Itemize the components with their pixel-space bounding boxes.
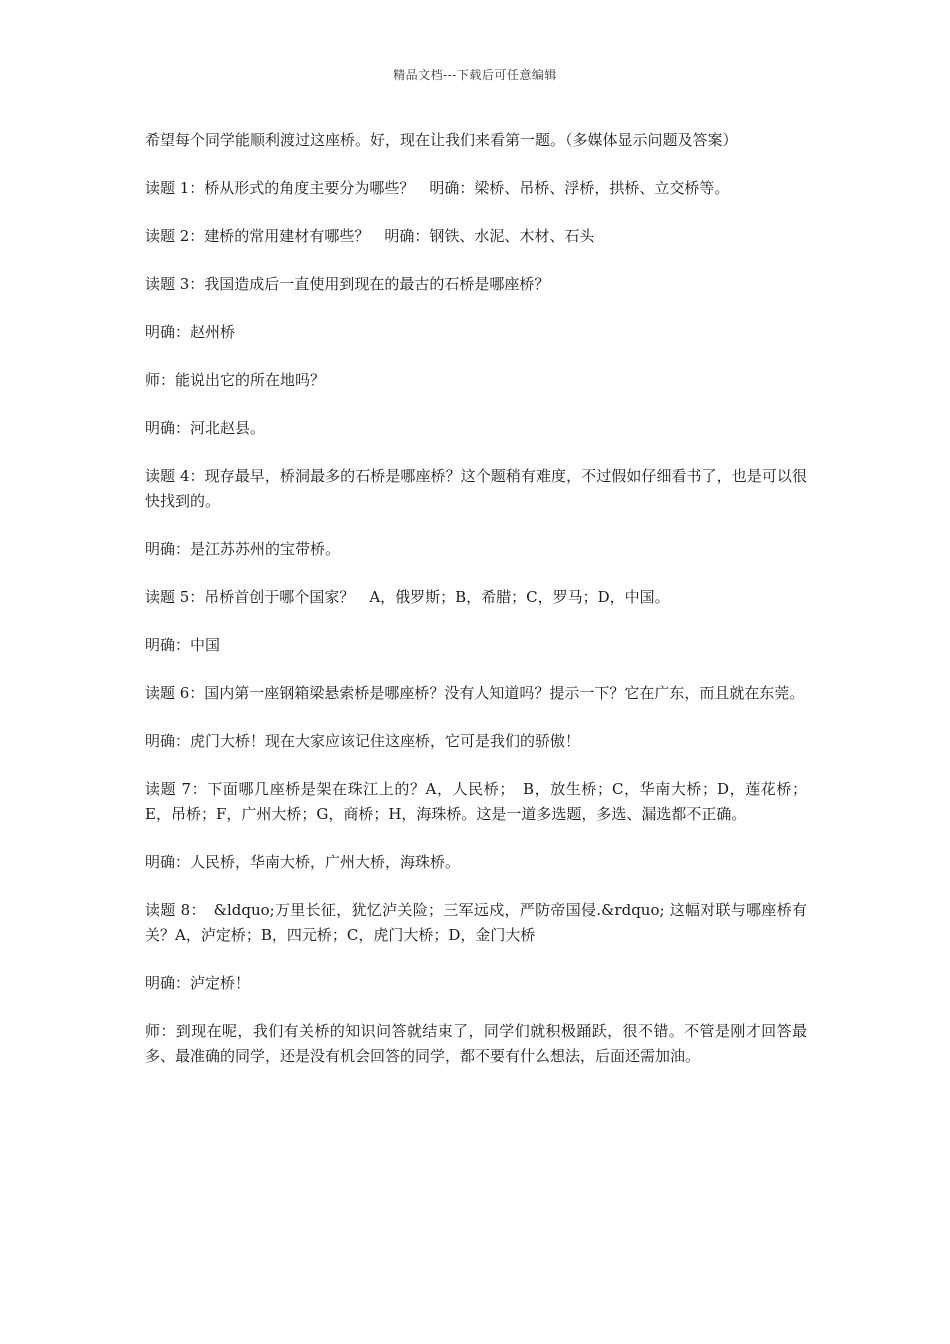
- paragraph-teacher-location: 师：能说出它的所在地吗？: [145, 371, 326, 389]
- paragraph-question-4: 读题 4：现存最早，桥洞最多的石桥是哪座桥？这个题稍有难度，不过假如仔细看书了，也是可以很快找到的。: [145, 467, 807, 510]
- paragraph-question-1: 读题 1：桥从形式的角度主要分为哪些？ 明确：梁桥、吊桥、浮桥，拱桥、立交桥等。: [145, 179, 730, 197]
- paragraph-answer-6: 明确：虎门大桥！现在大家应该记住这座桥，它可是我们的骄傲！: [145, 732, 581, 750]
- page-header: 精品文档---下载后可任意编辑: [393, 68, 557, 82]
- paragraph-answer-4: 明确：是江苏苏州的宝带桥。: [145, 540, 341, 558]
- paragraph-question-7: 读题 7：下面哪几座桥是架在珠江上的？A，人民桥； B，放生桥；C，华南大桥；D，莲花桥；E，吊桥；F，广州大桥；G，商桥；H，海珠桥。这是一道多选题，多选、漏选都不正确。: [145, 780, 807, 823]
- paragraph-answer-7: 明确：人民桥，华南大桥，广州大桥，海珠桥。: [145, 853, 461, 871]
- document-body: [145, 128, 807, 1092]
- paragraph-answer-5: 明确：中国: [145, 636, 221, 654]
- paragraph-answer-location: 明确：河北赵县。: [145, 419, 266, 437]
- paragraph-question-8: 读题 8： &ldquo;万里长征，犹忆泸关险；三军远戍，严防帝国侵.&rdquo; 这幅对联与哪座桥有关？A，泸定桥；B，四元桥；C，虎门大桥；D，金门大桥: [145, 901, 807, 944]
- paragraph-question-2: 读题 2：建桥的常用建材有哪些？ 明确：钢铁、水泥、木材、石头: [145, 227, 595, 245]
- paragraph-conclusion: 师：到现在呢，我们有关桥的知识问答就结束了，同学们就积极踊跃，很不错。不管是刚才回答最多、最准确的同学，还是没有机会回答的同学，都不要有什么想法，后面还需加油。: [145, 1022, 807, 1065]
- paragraph-question-5: 读题 5：吊桥首创于哪个国家？ A，俄罗斯；B，希腊；C，罗马；D，中国。: [145, 588, 670, 606]
- paragraph-answer-8: 明确：泸定桥！: [145, 974, 251, 992]
- paragraph-answer-3: 明确：赵州桥: [145, 323, 236, 341]
- paragraph-question-3: 读题 3：我国造成后一直使用到现在的最古的石桥是哪座桥？: [145, 275, 550, 293]
- paragraph-intro: 希望每个同学能顺利渡过这座桥。好，现在让我们来看第一题。（多媒体显示问题及答案）: [145, 131, 738, 149]
- paragraph-question-6: 读题 6：国内第一座钢箱梁悬索桥是哪座桥？没有人知道吗？提示一下？它在广东，而且就在东莞。: [145, 684, 805, 702]
